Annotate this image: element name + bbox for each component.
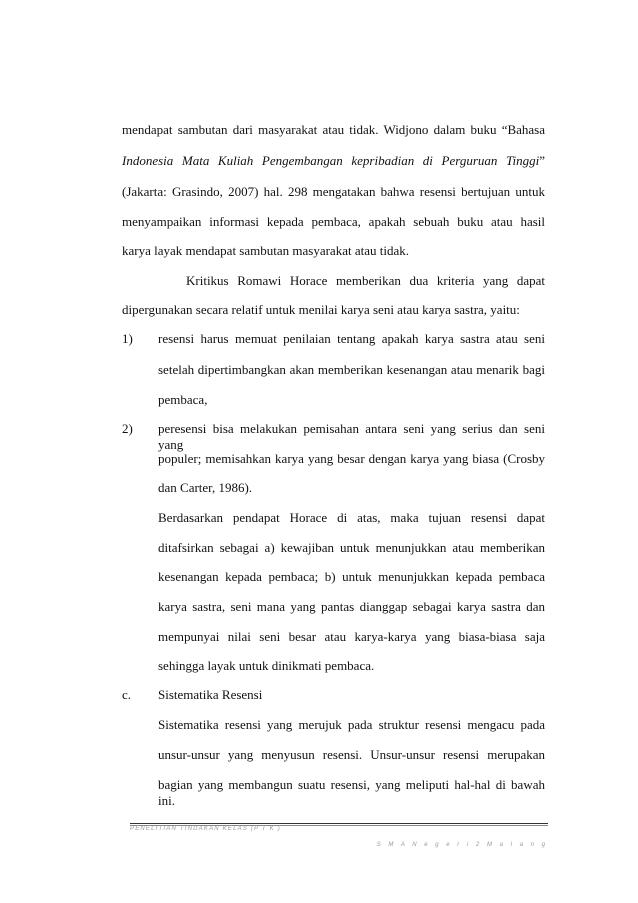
list-item-1-line-1: resensi harus memuat penilaian tentang apakah karya sastra atau seni [158, 331, 545, 346]
paragraph-1-line-5: karya layak mendapat sambutan masyarakat atau tidak. [122, 243, 409, 258]
paragraph-1-line-4: menyampaikan informasi kepada pembaca, apakah sebuah buku atau hasil [122, 214, 545, 229]
footer-right-text: S M A N e g e r i 2 M a l a n g [376, 842, 548, 848]
paragraph-2-line-2: dipergunakan secara relatif untuk menilai karya seni atau karya sastra, yaitu: [122, 302, 520, 317]
paragraph-2-line-1: Kritikus Romawi Horace memberikan dua kriteria yang dapat [186, 273, 545, 288]
section-c-heading: Sistematika Resensi [158, 687, 263, 702]
book-title: Indonesia Mata Kuliah Pengembangan kepribadian di Perguruan Tinggi [122, 153, 540, 168]
list-item-1-line-3: pembaca, [158, 392, 208, 407]
paragraph-1-line-2 [122, 153, 545, 169]
paragraph-3-line-4: karya sastra, seni mana yang pantas dianggap sebagai karya sastra dan [158, 599, 545, 614]
paragraph-3-line-6: sehingga layak untuk dinikmati pembaca. [158, 658, 375, 673]
footer-left-text: PENELITIAN TINDAKAN KELAS (P T K ) [130, 826, 281, 832]
paragraph-3-line-5: mempunyai nilai seni besar atau karya-karya yang biasa-biasa saja [158, 629, 545, 644]
section-c-label: c. [122, 687, 132, 702]
list-item-1-number: 1) [122, 331, 133, 346]
section-c-line-3: bagian yang membangun suatu resensi, yang meliputi hal-hal di bawah ini. [158, 777, 545, 808]
list-item-1-line-2: setelah dipertimbangkan akan memberikan kesenangan atau menarik bagi [158, 362, 545, 377]
paragraph-3-line-3: kesenangan kepada pembaca; b) untuk menunjukkan kepada pembaca [158, 569, 545, 584]
footer-rule [130, 823, 548, 824]
paragraph-1-line-3: (Jakarta: Grasindo, 2007) hal. 298 mengatakan bahwa resensi bertujuan untuk [122, 184, 545, 199]
paragraph-3-line-1: Berdasarkan pendapat Horace di atas, maka tujuan resensi dapat [158, 510, 545, 525]
list-item-2-number: 2) [122, 421, 133, 436]
list-item-2-line-2: populer; memisahkan karya yang besar dengan karya yang biasa (Crosby [158, 451, 545, 466]
paragraph-1-line-1: mendapat sambutan dari masyarakat atau tidak. Widjono dalam buku “Bahasa [122, 122, 545, 137]
closing-quote: ” [539, 153, 545, 168]
list-item-2-line-3: dan Carter, 1986). [158, 480, 253, 495]
list-item-2-line-1: peresensi bisa melakukan pemisahan antara seni yang serius dan seni yang [158, 421, 545, 452]
section-c-line-1: Sistematika resensi yang merujuk pada struktur resensi mengacu pada [158, 717, 545, 732]
paragraph-3-line-2: ditafsirkan sebagai a) kewajiban untuk menunjukkan atau memberikan [158, 540, 545, 555]
section-c-line-2: unsur-unsur yang menyusun resensi. Unsur-unsur resensi merupakan [158, 747, 545, 762]
